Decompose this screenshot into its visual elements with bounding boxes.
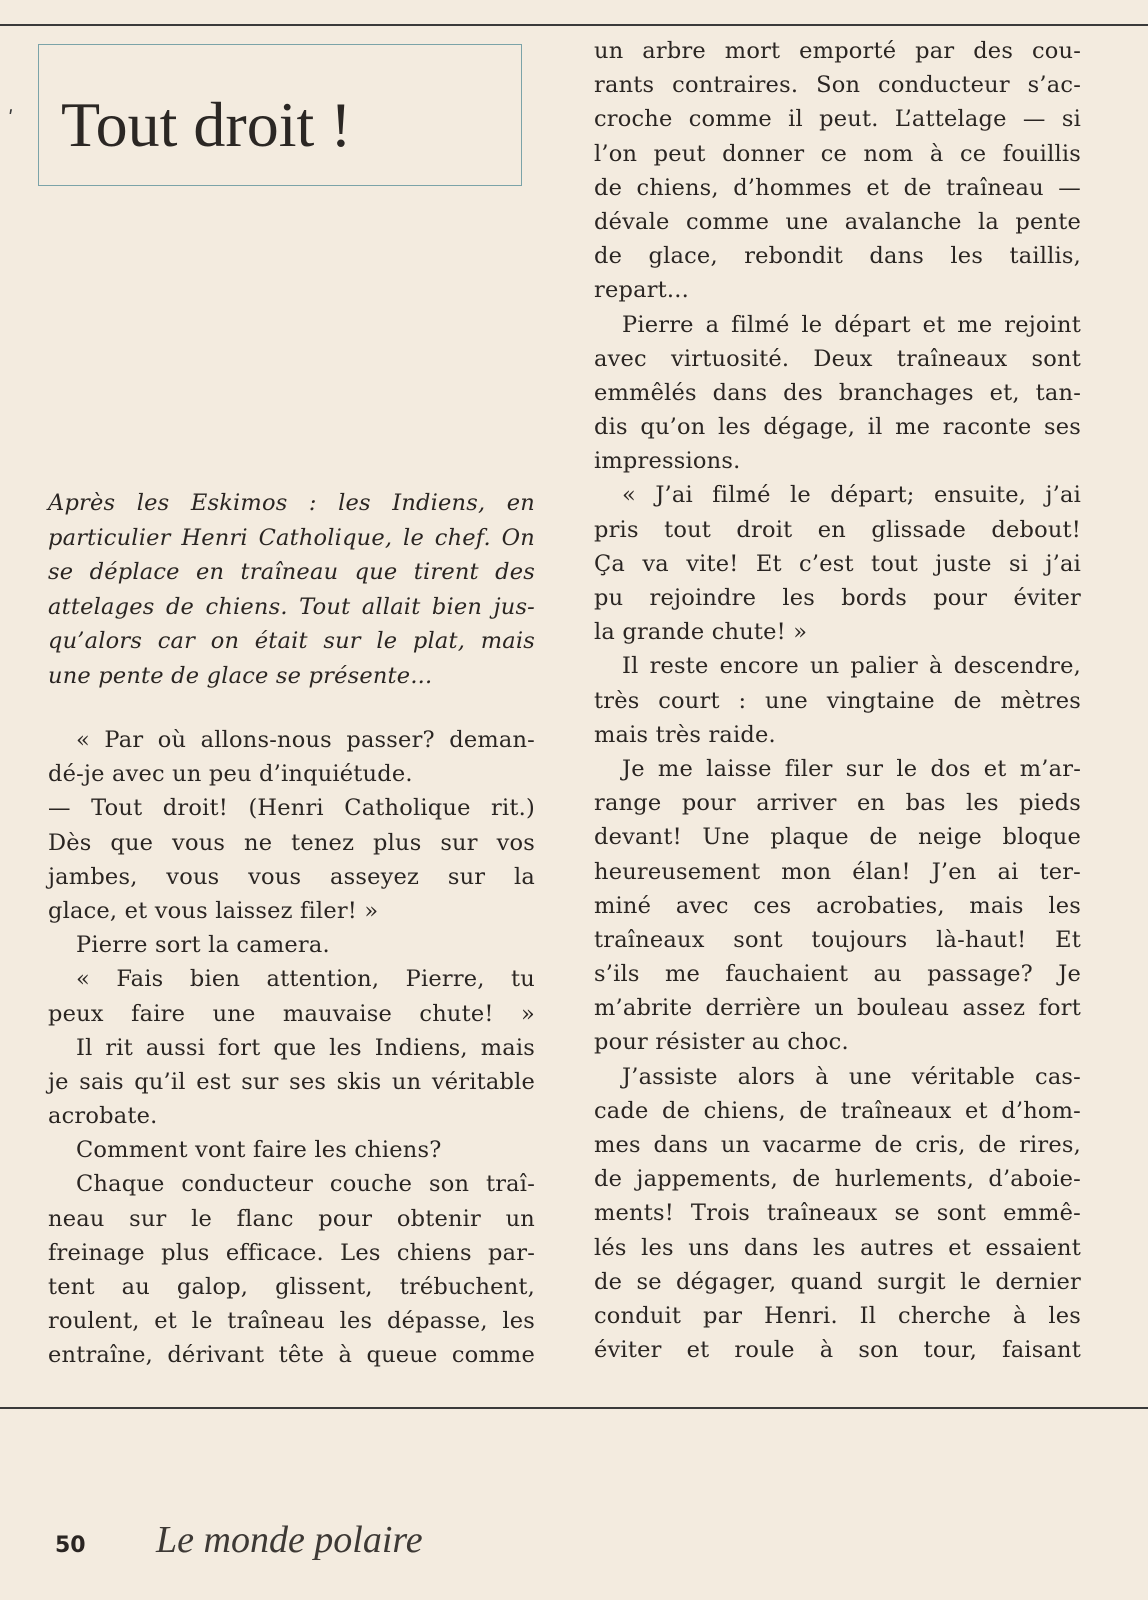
bottom-rule xyxy=(0,1407,1148,1409)
left-column xyxy=(48,723,535,1373)
text-line: conduit par Henri. Il cherche à les xyxy=(594,1302,1081,1329)
text-line: cade de chiens, de traîneaux et d’hom- xyxy=(594,1097,1081,1124)
intro-line: attelages de chiens. Tout allait bien jus- xyxy=(48,593,535,620)
text-line: Chaque conducteur couche son traî- xyxy=(76,1171,535,1198)
text-line: dis qu’on les dégage, il me raconte ses xyxy=(594,414,1081,441)
text-line: repart... xyxy=(594,277,689,304)
text-line: de chiens, d’hommes et de traîneau — xyxy=(594,174,1081,201)
text-line: — Tout droit! (Henri Catholique rit.) xyxy=(48,795,535,822)
text-line: devant! Une plaque de neige bloque xyxy=(594,824,1081,851)
text-line: tent au galop, glissent, trébuchent, xyxy=(48,1274,535,1300)
text-line: croche comme il peut. L’attelage — si xyxy=(594,106,1081,133)
text-line: mes dans un vacarme de cris, de rires, xyxy=(594,1132,1081,1158)
text-line: acrobate. xyxy=(48,1103,158,1130)
text-line: roulent, et le traîneau les dépasse, les xyxy=(48,1308,535,1335)
text-line: ments! Trois traîneaux se sont emmê- xyxy=(594,1200,1081,1227)
text-line: dévale comme une avalanche la pente xyxy=(594,208,1081,235)
text-line: de jappements, de hurlements, d’aboie- xyxy=(594,1166,1081,1193)
text-line: m’abrite derrière un bouleau assez fort xyxy=(594,995,1081,1022)
title-box xyxy=(38,44,522,186)
text-line: impressions. xyxy=(594,448,741,475)
intro-line: une pente de glace se présente... xyxy=(48,662,433,689)
text-line: un arbre mort emporté par des cou- xyxy=(594,38,1081,64)
text-line: mais très raide. xyxy=(594,721,776,748)
text-line: rants contraires. Son conducteur s’ac- xyxy=(594,72,1081,99)
text-line: Dès que vous ne tenez plus sur vos xyxy=(48,829,535,856)
intro-line: particulier Henri Catholique, le chef. On xyxy=(48,524,535,551)
text-line: Comment vont faire les chiens? xyxy=(76,1137,442,1164)
right-column xyxy=(594,34,1081,1367)
text-line: pris tout droit en glissade debout! xyxy=(594,516,1081,543)
text-line: avec virtuosité. Deux traîneaux sont xyxy=(594,345,1081,372)
text-line: entraîne, dérivant tête à queue comme xyxy=(48,1342,535,1369)
text-line: Il rit aussi fort que les Indiens, mais xyxy=(76,1034,535,1061)
top-rule xyxy=(0,24,1148,26)
text-line: J’assiste alors à une véritable cas- xyxy=(622,1063,1081,1090)
text-line: « Fais bien attention, Pierre, tu xyxy=(76,966,535,993)
text-line: heureusement mon élan! J’en ai ter- xyxy=(594,858,1081,885)
text-line: miné avec ces acrobaties, mais les xyxy=(594,892,1081,919)
intro-line: Après les Eskimos : les Indiens, en xyxy=(48,490,535,516)
text-line: jambes, vous vous asseyez sur la xyxy=(48,863,535,890)
text-line: l’on peut donner ce nom à ce fouillis xyxy=(594,140,1081,167)
text-line: très court : une vingtaine de mètres xyxy=(594,687,1081,714)
text-line: range pour arriver en bas les pieds xyxy=(594,790,1081,817)
text-line: dé-je avec un peu d’inquiétude. xyxy=(48,761,413,788)
text-line: pour résister au choc. xyxy=(594,1029,849,1056)
margin-tick: ʹ xyxy=(8,106,14,130)
text-line: peux faire une mauvaise chute! » xyxy=(48,1000,535,1027)
text-line: glace, et vous laissez filer! » xyxy=(48,897,379,924)
text-line: « Par où allons-nous passer? deman- xyxy=(76,727,535,753)
text-line: de glace, rebondit dans les taillis, xyxy=(594,243,1081,270)
text-line: neau sur le flanc pour obtenir un xyxy=(48,1205,535,1232)
text-line: Je me laisse filer sur le dos et m’ar- xyxy=(622,755,1081,782)
text-line: freinage plus efficace. Les chiens par- xyxy=(48,1239,535,1266)
intro-paragraph xyxy=(48,486,535,693)
text-line: traîneaux sont toujours là-haut! Et xyxy=(594,926,1081,953)
text-line: de se dégager, quand surgit le dernier xyxy=(594,1268,1081,1295)
text-line: éviter et roule à son tour, faisant xyxy=(594,1337,1081,1364)
text-line: Pierre sort la camera. xyxy=(76,932,330,959)
text-line: je sais qu’il est sur ses skis un véritable xyxy=(48,1068,535,1095)
text-line: s’ils me fauchaient au passage? Je xyxy=(594,961,1081,988)
page-number: 50 xyxy=(55,1533,86,1558)
text-line: la grande chute! » xyxy=(594,619,808,646)
text-line: lés les uns dans les autres et essaient xyxy=(594,1234,1081,1261)
text-line: Il reste encore un palier à descendre, xyxy=(622,653,1081,680)
article-title: Tout droit ! xyxy=(61,89,352,160)
text-line: « J’ai filmé le départ; ensuite, j’ai xyxy=(622,482,1081,509)
text-line: pu rejoindre les bords pour éviter xyxy=(594,585,1081,611)
intro-line: qu’alors car on était sur le plat, mais xyxy=(48,628,535,654)
publication-title: Le monde polaire xyxy=(156,1519,423,1561)
text-line: emmêlés dans des branchages et, tan- xyxy=(594,379,1081,406)
text-line: Pierre a filmé le départ et me rejoint xyxy=(622,311,1081,338)
intro-line: se déplace en traîneau que tirent des xyxy=(48,559,535,585)
text-line: Ça va vite! Et c’est tout juste si j’ai xyxy=(594,550,1081,577)
